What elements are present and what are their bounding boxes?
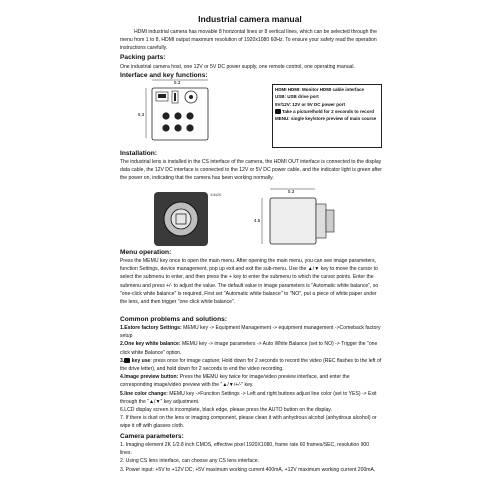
interface-heading: Interface and key functions: (120, 72, 208, 79)
problem-item-6: 6.LCD display screen is incomplete, black edge, please press the AUTO button on the display. (120, 407, 332, 414)
button-icon (162, 124, 169, 131)
legend-capture: Take a picture/hold for 2 seconds to record (275, 108, 379, 115)
legend-usb: USB: USB drive port (275, 94, 319, 100)
problem-item-5: 5.line color change: MEMU key ->Function Settings -> Left and right buttons adjust line color (set to YES) -> Exit through the "▲/▼" key adjustment. (120, 390, 377, 405)
problem-item-7: 7. If there is dust on the lens or imaging component, please clean it with anhydrous alcohol (anhydrous alcohol) or wipe it off with glasses cloth. (120, 415, 377, 430)
page-title: Industrial camera manual (198, 14, 302, 24)
param-item-2: 2. Using CS lens interface, can choose any CS lens interface. (120, 458, 260, 465)
problems-list (120, 324, 382, 431)
height-dimension-label: 5.3 (138, 112, 145, 117)
installation-heading: Installation: (120, 150, 157, 157)
packing-heading: Packing parts: (120, 54, 166, 61)
button-icon (186, 112, 193, 119)
problems-heading: Common problems and solutions: (120, 316, 227, 323)
width-dimension-label: 5.3 (174, 80, 181, 85)
param-item-1: 1. Imaging element 2K 1/2.8 inch CMOS, effective pixel 1920X1080, frame rate 60 frames/SEC, resolution 900 lines. (120, 442, 370, 457)
problem-item-4: 4.Image preview button: Press the MEMU key twice for image/video preview interface, and enter the corresponding image/video preview with the "▲/▼/+/-" key. (120, 374, 350, 389)
param-item-3: 3. Power input: +5V to +12V DC; +5V maximum working current 400mA, +12V maximum working current 200mA. (120, 466, 376, 473)
params-list (120, 441, 382, 474)
intro-paragraph: HDMI industrial camera has movable 8 horizontal lines or 8 vertical lines, which can be selected through the menu from 1 to 8, HDMI output maximum resolution of 1920x1080 60Hz. To ensure your safety read the operation instructions carefully. (120, 29, 377, 52)
packing-text: One industrial camera host, one 12V or 5V DC power supply, one remote control, one operating manual. (120, 64, 355, 70)
button-icon (162, 112, 169, 119)
problem-item-2: 2.One key white balance: MEMU key -> image parameters -> Auto White Balance (set to NO) -> Trigger the "one click white Balance" option. (120, 341, 378, 356)
lens-dimension-label: 4.5 (254, 218, 261, 223)
problem-item-1: 1.Estore factory Settings: MEMU key -> Equipment Management -> equipment management ->Comeback factory setup (120, 325, 381, 340)
camera-back-diagram (118, 78, 218, 148)
button-icon (174, 112, 181, 119)
legend-hdmi: HDMI HDMI: Monitor HDMI cable interface (275, 87, 365, 92)
params-heading: Camera parameters: (120, 433, 184, 440)
side-width-label: 5.3 (288, 189, 295, 194)
button-icon (174, 124, 181, 131)
key-function-legend (272, 84, 382, 148)
menu-heading: Menu operation: (120, 249, 172, 256)
menu-text: Press the MEMU key once to open the main menu. After opening the main menu, you can see image parameters, function Settings, device management, pop up exit and exit the sub-menu. Use the ▲/▼ key to move the cursor to select the submenu to enter, and then press the + key to enter the submenu to which the cursor points. Enter the submenu and press +/- to adjust the value. The default value in image parameters is "Automatic white balance", so "one-click white balance" is required. First set "Automatic white balance" to "NO", put a piece of white paper under the lens, and then trigger "one click white balance". (120, 258, 379, 306)
problem-item-3: 3. key use: press once for image capture; Hold down for 2 seconds to record the video (REC flashes to the left of the drive letter), and hold down for 2 seconds to end the video recording. (120, 357, 382, 373)
legend-power: 5V/12V: 12V or 5V DC power port (275, 101, 346, 107)
installation-text: The industrial lens is installed in the CS interface of the camera, the HDMI OUT interface is connected to the display data cable, the 12V DC interface is connected to the 12V or 5V DC power cable, and the indicator light is green after the power on, indicating that the camera has been working normally. (120, 159, 382, 182)
camera-icon (275, 109, 281, 114)
legend-menu: MENU: single key/store preview of main course (275, 116, 377, 122)
svg-text:1/4x20: 1/4x20 (210, 193, 222, 197)
camera-side-icon (270, 198, 316, 244)
button-icon (186, 124, 193, 131)
camera-side-diagram (150, 186, 380, 248)
